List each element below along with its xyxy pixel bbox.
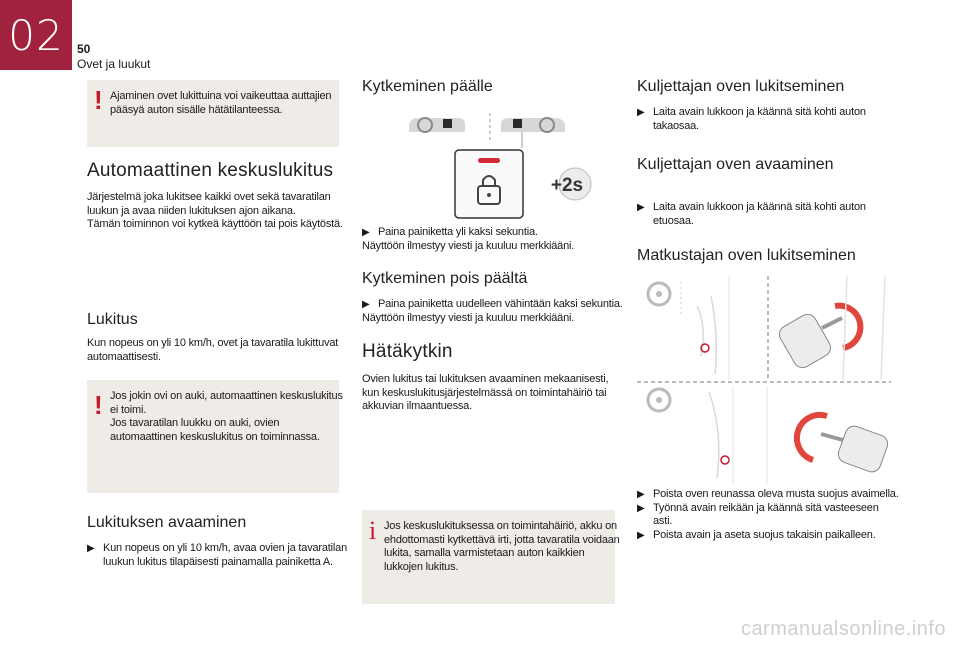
warning-icon: !: [94, 390, 103, 420]
warning-box-2: [87, 380, 343, 493]
door-lock-illustration-1: [637, 276, 891, 380]
switch-on-note: Näyttöön ilmestyy viesti ja kuuluu merkkiääni.: [362, 240, 575, 252]
bullet-marker-icon: ▶: [637, 489, 645, 500]
watermark: carmanualsonline.info: [740, 618, 946, 640]
bullet-marker-icon: ▶: [637, 529, 645, 541]
subheading-switch-on: Kytkeminen päälle: [362, 78, 493, 95]
step-item: ▶ Poista oven reunassa oleva musta suojus avaimella.: [637, 488, 899, 500]
warning-text-2: Jos jokin ovi on auki, automaattinen keskuslukitus ei toimi. Jos tavaratilan luukku on auki, ovien automaattinen keskuslukitus on toiminnassa.: [110, 390, 343, 443]
bullet-marker-icon: ▶: [637, 502, 645, 514]
right-hand-drive-icon: [501, 118, 565, 132]
subheading-unlock: Lukituksen avaaminen: [87, 514, 247, 531]
lock-cylinder-icon: [721, 456, 729, 464]
bullet-marker-icon: ▶: [362, 299, 370, 310]
steering-wheel-icon: [648, 283, 670, 305]
rotation-arrow-icon: [835, 306, 860, 348]
section-heading-auto-lock: Automaattinen keskuslukitus: [87, 160, 334, 181]
steering-wheel-icon: [648, 389, 670, 411]
passenger-steps: [637, 488, 899, 542]
subheading-passenger-lock: Matkustajan oven lukitseminen: [637, 247, 856, 264]
section-title: Ovet ja luukut: [77, 57, 151, 71]
bullet-marker-icon: ▶: [637, 107, 645, 118]
switch-off-bullet: ▶ Paina painiketta uudelleen vähintään kaksi sekuntia.: [362, 298, 623, 310]
bullet-marker-icon: ▶: [637, 202, 645, 213]
lock-button-icon: [455, 150, 523, 218]
two-seconds-icon: [545, 166, 593, 202]
subheading-lock: Lukitus: [87, 311, 138, 328]
subheading-driver-lock: Kuljettajan oven lukitseminen: [637, 78, 845, 95]
switch-off-note: Näyttöön ilmestyy viesti ja kuuluu merkkiääni.: [362, 312, 575, 324]
rotation-arrow-icon: [797, 415, 827, 460]
unlock-bullet: ▶ Kun nopeus on yli 10 km/h, avaa ovien ja tavaratilan luukun lukitus tilapäisesti painamalla painiketta A.: [87, 542, 347, 568]
left-hand-drive-icon: [409, 118, 465, 132]
door-lock-illustration-2: [637, 378, 891, 484]
step-item: ▶ Työnnä avain reikään ja käännä sitä vasteeseen asti.: [637, 501, 879, 527]
warning-box-1: [87, 80, 339, 147]
dashboard-illustration: [405, 110, 595, 220]
step-item: ▶ Poista avain ja aseta suojus takaisin paikalleen.: [637, 528, 876, 541]
chapter-number: 02: [8, 10, 64, 60]
key-icon: [821, 424, 890, 475]
warning-icon: !: [94, 85, 103, 115]
key-icon: [776, 311, 842, 371]
svg-text:+2s: +2s: [550, 175, 584, 196]
driver-unlock-bullet: ▶ Laita avain lukkoon ja käännä sitä kohti auton etuosaa.: [637, 201, 866, 227]
page-number: 50: [77, 42, 91, 56]
warning-text-1: Ajaminen ovet lukittuina voi vaikeuttaa auttajien pääsyä auton sisälle hätätilanteessa.: [110, 90, 332, 116]
info-box: [362, 510, 620, 604]
info-icon: i: [369, 516, 377, 545]
info-text: Jos keskuslukituksessa on toimintahäiriö, akku on ehdottomasti kytkettävä irti, jotta tavaratila voidaan lukita, samalla varmistetaan auton kaikkien lukkojen lukitus.: [384, 520, 620, 573]
subheading-switch-off: Kytkeminen pois päältä: [362, 270, 528, 287]
subheading-driver-unlock: Kuljettajan oven avaaminen: [637, 156, 834, 173]
intro-text: Järjestelmä joka lukitsee kaikki ovet sekä tavaratilan luukun ja avaa niiden lukituksen ajon aikana. Tämän toiminnon voi kytkeä käyttöön tai pois käytöstä.: [87, 191, 343, 230]
bullet-marker-icon: ▶: [87, 543, 95, 554]
chapter-tab: [0, 0, 72, 70]
section-heading-emergency: Hätäkytkin: [362, 341, 453, 362]
lock-text: Kun nopeus on yli 10 km/h, ovet ja tavaratila lukittuvat automaattisesti.: [87, 337, 339, 363]
driver-lock-bullet: ▶ Laita avain lukkoon ja käännä sitä kohti auton takaosaa.: [637, 106, 866, 132]
bullet-marker-icon: ▶: [362, 227, 370, 238]
switch-on-bullet: ▶ Paina painiketta yli kaksi sekuntia.: [362, 226, 538, 238]
emergency-text: Ovien lukitus tai lukituksen avaaminen mekaanisesti, kun keskuslukitusjärjestelmässä on toimintahäiriö tai akkuvian ilmaantuessa.: [362, 373, 609, 412]
